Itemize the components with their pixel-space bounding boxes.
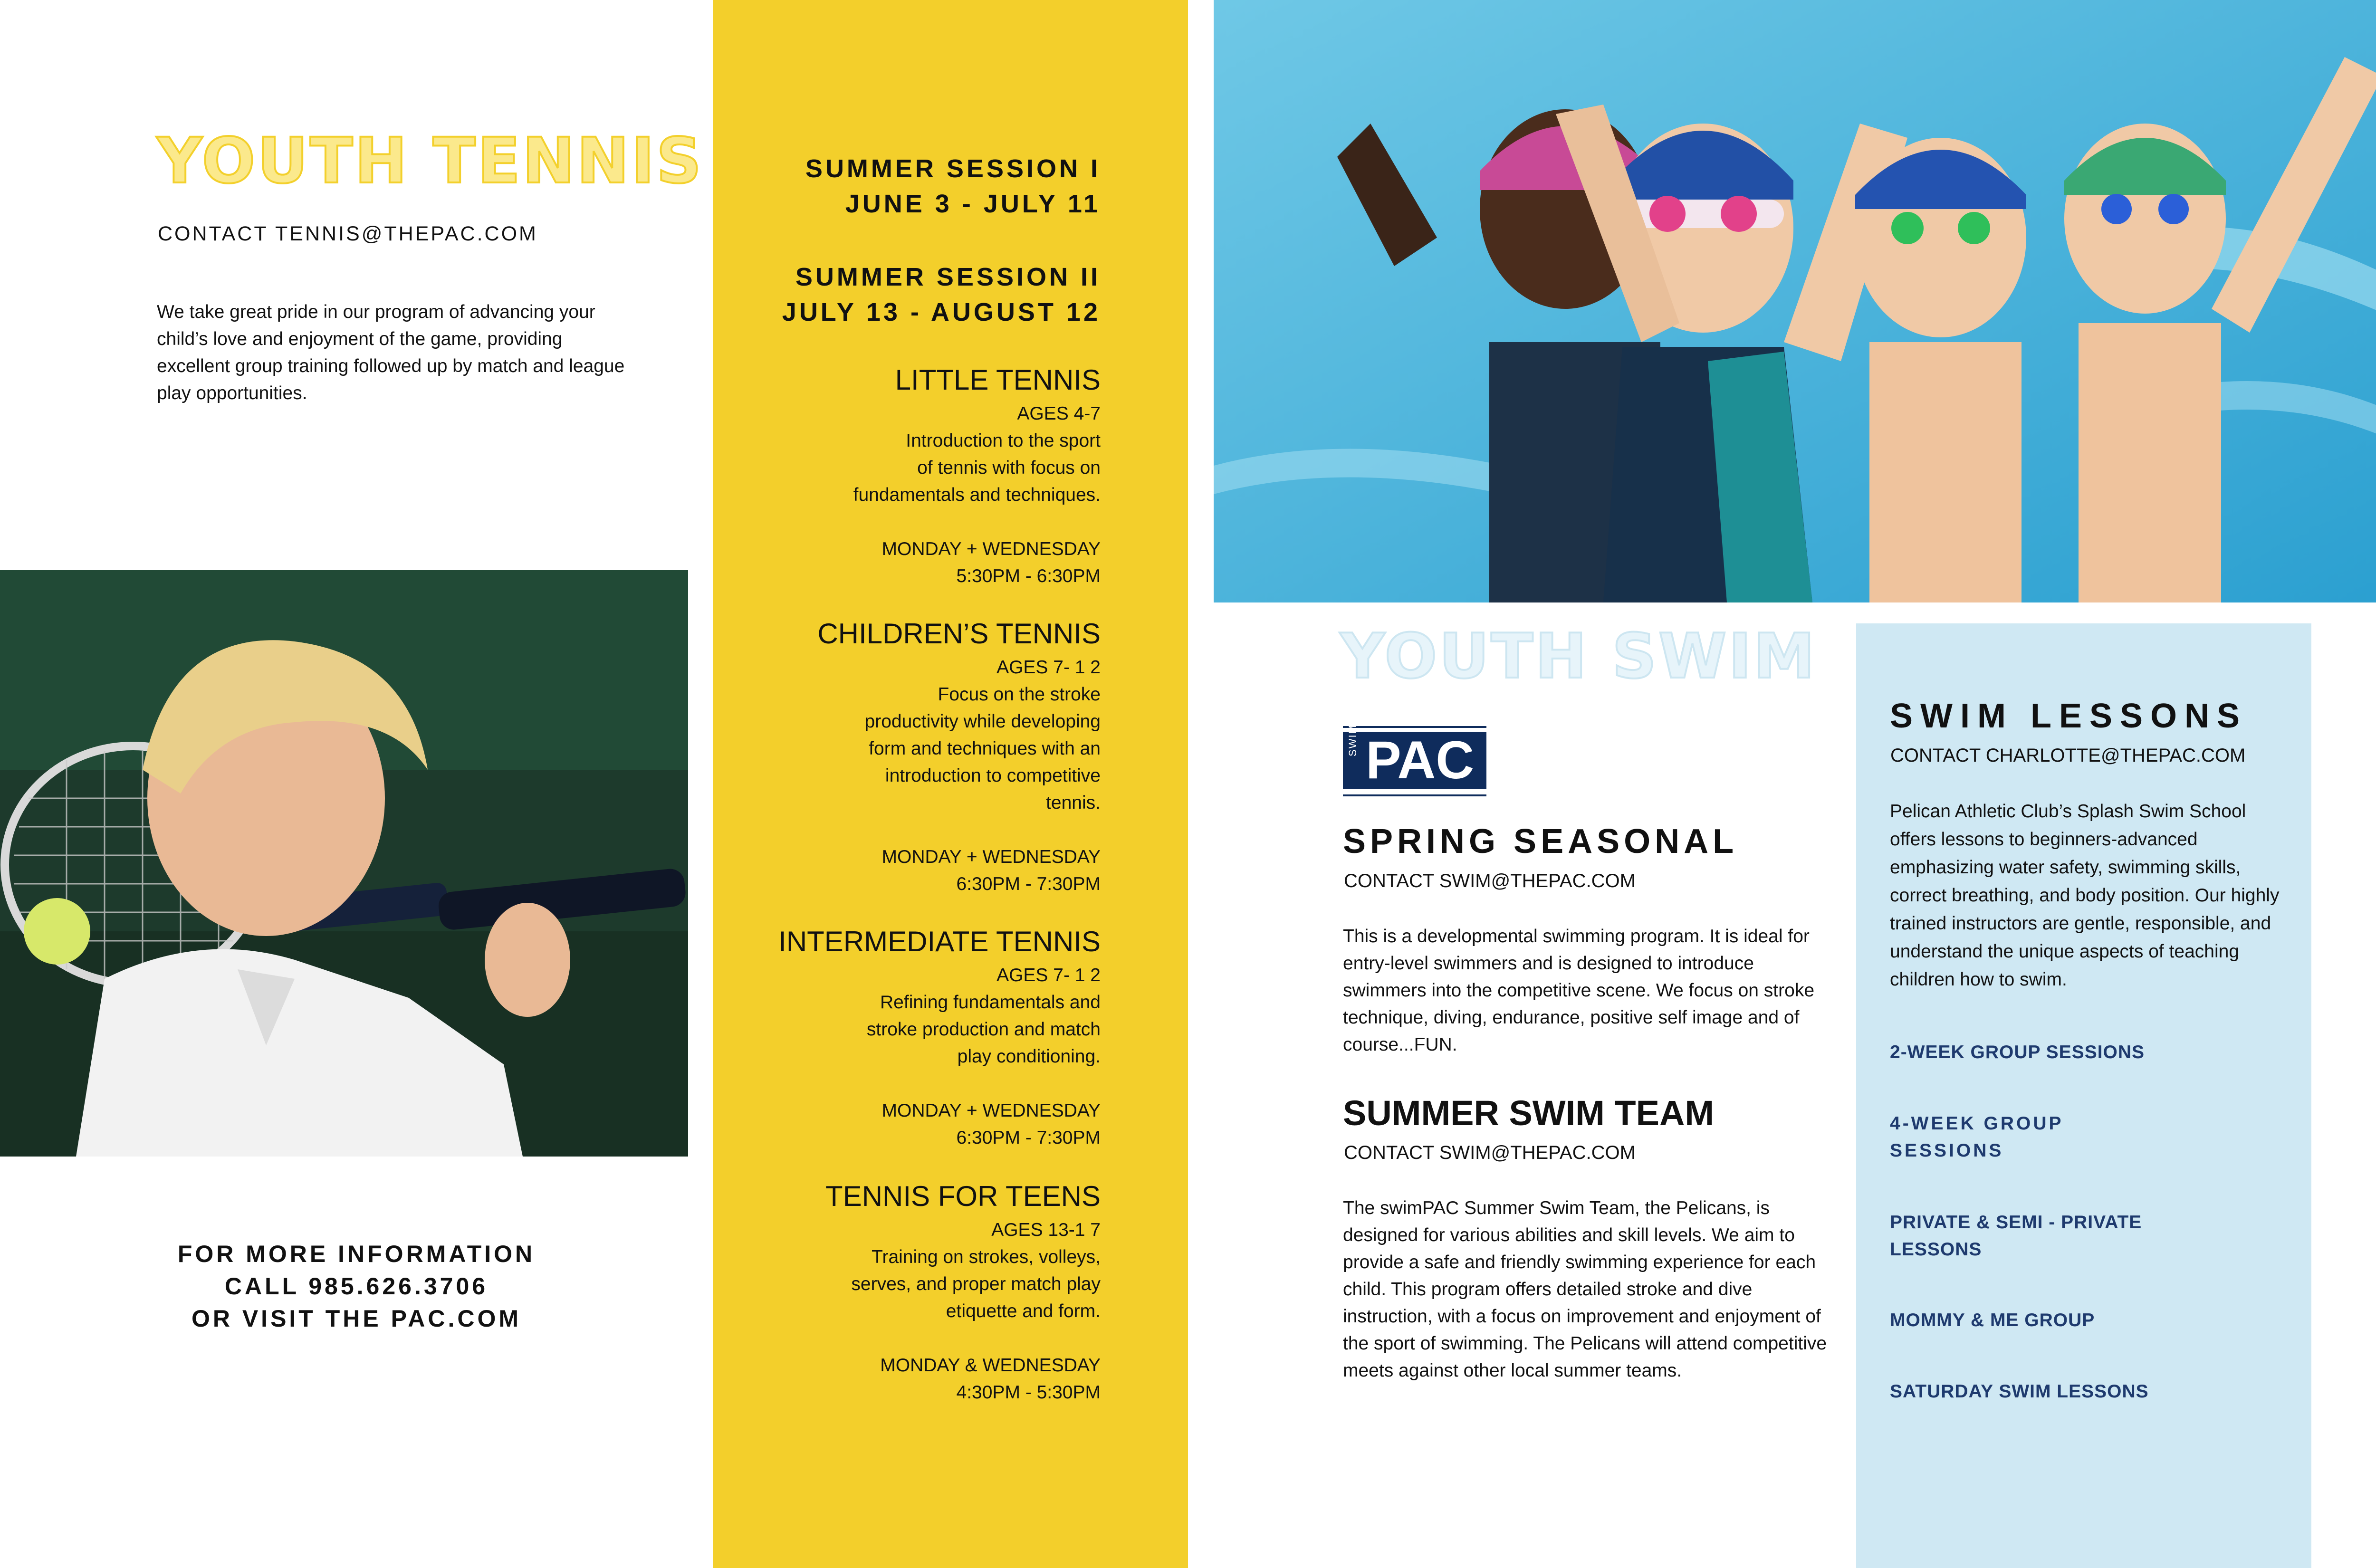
program-desc-line: fundamentals and techniques. xyxy=(853,485,1101,505)
program-days: MONDAY + WEDNESDAY xyxy=(881,847,1101,867)
tennis-schedule-panel xyxy=(713,0,1188,1568)
program-desc-line: productivity while developing xyxy=(864,711,1101,732)
program-desc-line: introduction to competitive xyxy=(885,765,1101,786)
more-info-website: OR VISIT THE PAC.COM xyxy=(191,1305,522,1332)
program-title: CHILDREN’S TENNIS xyxy=(817,618,1101,650)
session-name: SUMMER SESSION I xyxy=(805,154,1101,183)
spring-description: This is a developmental swimming program. It is ideal for entry-level swimmers and is designed to introduce swimmers into the competitive scene. We focus on stroke technique, diving, endurance, positive self image and of course...FUN. xyxy=(1343,926,1815,1055)
session-2 xyxy=(673,259,1101,330)
summer-swim-team-title: SUMMER SWIM TEAM xyxy=(1343,1093,1715,1133)
kids-swimming-photo xyxy=(1214,0,2376,602)
session-dates: JULY 13 - AUGUST 12 xyxy=(782,298,1101,326)
program-desc-line: etiquette and form. xyxy=(946,1301,1101,1321)
swim-lessons-contact: CONTACT CHARLOTTE@THEPAC.COM xyxy=(1890,745,2246,766)
swim-lessons-description: Pelican Athletic Club’s Splash Swim School offers lessons to beginners-advanced emphasizing water safety, swimming skills, correct breathing, and body position. Our highly trained instructors are gentle, responsible, and understand the unique aspects of teaching children how to swim. xyxy=(1890,801,2280,990)
session-name: SUMMER SESSION II xyxy=(795,263,1101,291)
more-info-line: FOR MORE INFORMATION xyxy=(177,1241,536,1267)
program-childrens-tennis xyxy=(673,614,1101,898)
program-desc-line: Training on strokes, volleys, xyxy=(872,1247,1101,1267)
more-info-block xyxy=(119,1238,594,1335)
program-desc-line: play conditioning. xyxy=(957,1046,1101,1067)
summer-contact: CONTACT SWIM@THEPAC.COM xyxy=(1344,1142,1636,1163)
program-desc-line: Focus on the stroke xyxy=(938,684,1101,705)
swim-lessons-title: SWIM LESSONS xyxy=(1890,697,2248,735)
lesson-item: SATURDAY SWIM LESSONS xyxy=(1890,1381,2149,1402)
tennis-description: We take great pride in our program of advancing your child’s love and enjoyment of the game, providing excellent group training followed up by match and league play opportunities. xyxy=(157,302,625,403)
tennis-contact: CONTACT TENNIS@THEPAC.COM xyxy=(158,222,538,245)
program-title: INTERMEDIATE TENNIS xyxy=(778,926,1101,957)
youth-tennis-title: YOUTH TENNIS xyxy=(157,124,704,198)
session-1 xyxy=(673,151,1101,221)
program-tennis-for-teens xyxy=(673,1176,1101,1406)
program-ages: AGES 4-7 xyxy=(1017,403,1101,424)
spring-contact: CONTACT SWIM@THEPAC.COM xyxy=(1344,870,1636,891)
youth-swim-title: YOUTH SWIM xyxy=(1340,620,1817,692)
summer-description: The swimPAC Summer Swim Team, the Pelicans, is designed for various abilities and skill levels. We aim to provide a safe and friendly swimming experience for each child. This program offers detailed stroke and dive instruction, with a focus on improvement and enjoyment of the sport of swimming. The Pelicans will attend competitive meets against other local summer teams. xyxy=(1343,1198,1827,1381)
tennis-boy-photo xyxy=(0,570,688,1157)
program-desc-line: stroke production and match xyxy=(866,1019,1101,1040)
program-ages: AGES 13-1 7 xyxy=(991,1220,1101,1240)
program-days: MONDAY & WEDNESDAY xyxy=(880,1355,1101,1376)
program-desc-line: tennis. xyxy=(1046,793,1101,813)
spring-seasonal-title: SPRING SEASONAL xyxy=(1343,822,1738,860)
program-desc-line: of tennis with focus on xyxy=(917,458,1101,478)
program-time: 5:30PM - 6:30PM xyxy=(956,566,1101,586)
session-dates: JUNE 3 - JULY 11 xyxy=(845,190,1101,218)
program-desc-line: form and techniques with an xyxy=(869,738,1101,759)
program-little-tennis xyxy=(673,360,1101,590)
program-ages: AGES 7- 1 2 xyxy=(996,965,1101,985)
program-desc-line: serves, and proper match play xyxy=(851,1274,1101,1294)
program-time: 6:30PM - 7:30PM xyxy=(956,874,1101,894)
swimpac-logo: SWIM PAC xyxy=(1343,726,1486,796)
more-info-phone: CALL 985.626.3706 xyxy=(224,1273,489,1300)
lesson-item: 4-WEEK GROUP SESSIONS xyxy=(1890,1113,2063,1161)
program-time: 4:30PM - 5:30PM xyxy=(956,1382,1101,1403)
program-title: TENNIS FOR TEENS xyxy=(825,1180,1101,1212)
program-title: LITTLE TENNIS xyxy=(895,364,1101,396)
program-days: MONDAY + WEDNESDAY xyxy=(881,1100,1101,1121)
program-days: MONDAY + WEDNESDAY xyxy=(881,539,1101,559)
lesson-item: PRIVATE & SEMI - PRIVATE LESSONS xyxy=(1890,1212,2142,1260)
program-desc-line: Introduction to the sport xyxy=(906,430,1101,451)
program-time: 6:30PM - 7:30PM xyxy=(956,1128,1101,1148)
lesson-item: MOMMY & ME GROUP xyxy=(1890,1310,2095,1330)
lesson-item: 2-WEEK GROUP SESSIONS xyxy=(1890,1042,2145,1062)
program-ages: AGES 7- 1 2 xyxy=(996,657,1101,678)
program-intermediate-tennis xyxy=(673,922,1101,1151)
program-desc-line: Refining fundamentals and xyxy=(880,992,1101,1013)
